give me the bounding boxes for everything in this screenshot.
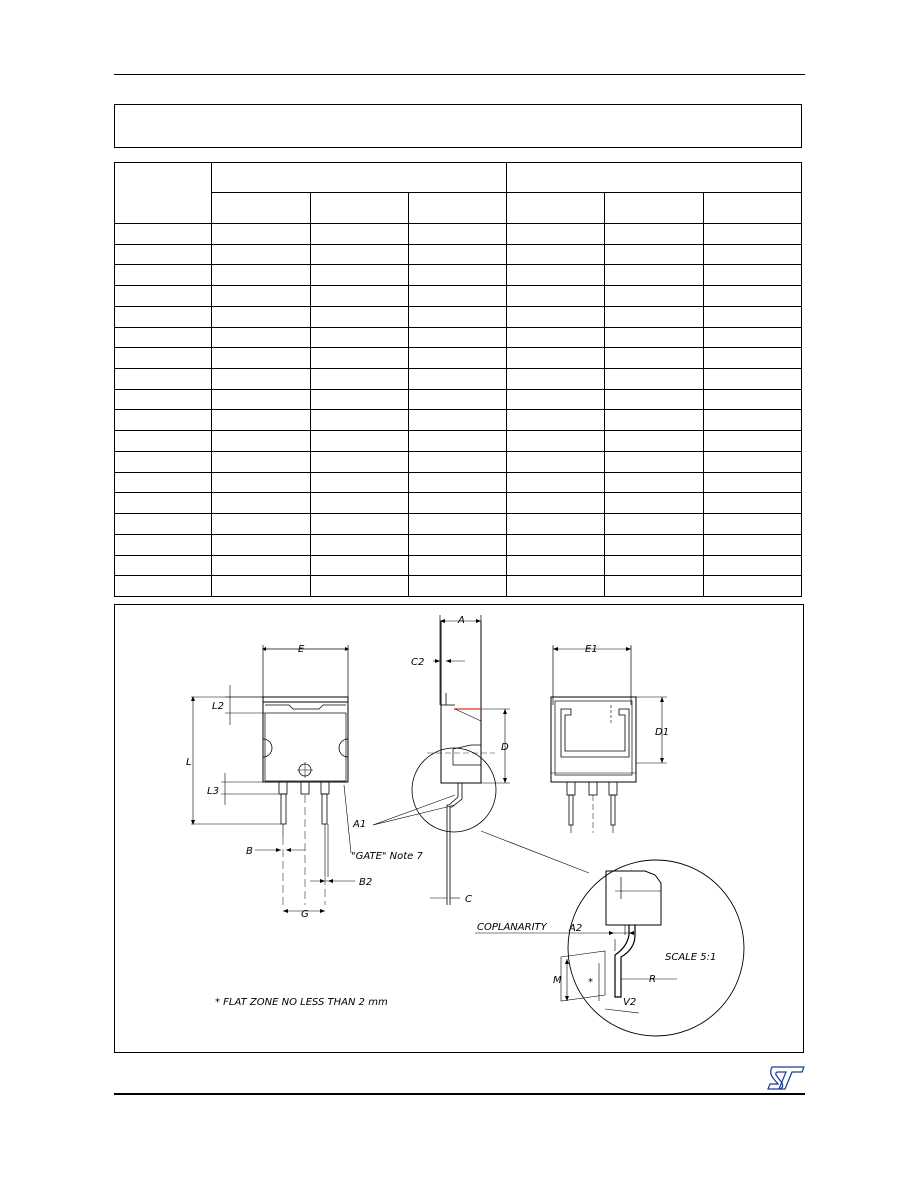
value-cell [212, 286, 310, 307]
dimension-cell [115, 555, 212, 576]
value-cell [310, 493, 408, 514]
value-cell [310, 306, 408, 327]
header-sub [703, 193, 801, 224]
dimension-cell [115, 576, 212, 597]
front-view [186, 644, 424, 920]
value-cell [212, 534, 310, 555]
value-cell [507, 514, 605, 535]
value-cell [408, 514, 506, 535]
value-cell [310, 348, 408, 369]
value-cell [507, 555, 605, 576]
value-cell [703, 265, 801, 286]
value-cell [408, 224, 506, 245]
value-cell [605, 369, 703, 390]
table-row [115, 244, 802, 265]
label-D: D [501, 742, 509, 753]
header-sub [408, 193, 506, 224]
value-cell [703, 224, 801, 245]
value-cell [408, 369, 506, 390]
table-row [115, 286, 802, 307]
value-cell [703, 576, 801, 597]
back-view [551, 644, 669, 833]
value-cell [703, 472, 801, 493]
label-C: C [465, 894, 472, 905]
dimension-cell [115, 327, 212, 348]
value-cell [408, 534, 506, 555]
value-cell [507, 410, 605, 431]
value-cell [703, 327, 801, 348]
table-row [115, 265, 802, 286]
value-cell [605, 472, 703, 493]
value-cell [408, 555, 506, 576]
table-body [115, 224, 802, 597]
value-cell [507, 224, 605, 245]
value-cell [212, 389, 310, 410]
value-cell [703, 410, 801, 431]
dimension-cell [115, 472, 212, 493]
table-row [115, 431, 802, 452]
header-sub [212, 193, 310, 224]
header-sub [507, 193, 605, 224]
table-row [115, 306, 802, 327]
dimension-cell [115, 431, 212, 452]
value-cell [310, 265, 408, 286]
label-B: B [246, 846, 253, 857]
dimension-cell [115, 244, 212, 265]
value-cell [408, 410, 506, 431]
value-cell [212, 410, 310, 431]
table-row [115, 451, 802, 472]
value-cell [212, 472, 310, 493]
package-drawing [114, 604, 804, 1053]
value-cell [507, 451, 605, 472]
dimension-cell [115, 306, 212, 327]
label-M: M [553, 975, 562, 986]
value-cell [212, 224, 310, 245]
value-cell [703, 451, 801, 472]
value-cell [605, 410, 703, 431]
value-cell [212, 576, 310, 597]
value-cell [310, 286, 408, 307]
flat-zone-note: * FLAT ZONE NO LESS THAN 2 mm [215, 997, 388, 1008]
label-L: L [186, 757, 192, 768]
package-outline-svg [115, 605, 803, 1052]
value-cell [605, 534, 703, 555]
label-B2: B2 [359, 877, 373, 888]
dimension-cell [115, 451, 212, 472]
value-cell [212, 431, 310, 452]
dimension-cell [115, 224, 212, 245]
label-L3: L3 [207, 786, 219, 797]
value-cell [408, 451, 506, 472]
value-cell [507, 493, 605, 514]
value-cell [507, 534, 605, 555]
value-cell [408, 431, 506, 452]
label-L2: L2 [212, 701, 224, 712]
header-rule [114, 74, 805, 75]
value-cell [408, 244, 506, 265]
value-cell [310, 369, 408, 390]
dimension-cell [115, 410, 212, 431]
value-cell [507, 472, 605, 493]
value-cell [507, 389, 605, 410]
value-cell [605, 451, 703, 472]
value-cell [507, 244, 605, 265]
value-cell [212, 369, 310, 390]
value-cell [408, 493, 506, 514]
value-cell [605, 576, 703, 597]
value-cell [408, 265, 506, 286]
value-cell [310, 244, 408, 265]
label-E: E [298, 644, 305, 655]
label-E1: E1 [585, 644, 598, 655]
value-cell [605, 265, 703, 286]
label-D1: D1 [655, 727, 670, 738]
label-star: * [588, 977, 593, 988]
value-cell [310, 327, 408, 348]
value-cell [605, 327, 703, 348]
value-cell [212, 514, 310, 535]
value-cell [703, 555, 801, 576]
header-group-2 [507, 163, 802, 193]
label-C2: C2 [411, 657, 425, 668]
value-cell [605, 244, 703, 265]
dimensions-table [114, 162, 802, 597]
value-cell [605, 555, 703, 576]
value-cell [703, 534, 801, 555]
coplanarity-label: COPLANARITY [477, 922, 547, 933]
header-dim [115, 163, 212, 224]
value-cell [310, 410, 408, 431]
table-row [115, 534, 802, 555]
header-sub [605, 193, 703, 224]
dimension-cell [115, 514, 212, 535]
value-cell [310, 555, 408, 576]
value-cell [507, 576, 605, 597]
detail-view [475, 831, 744, 1036]
value-cell [212, 348, 310, 369]
value-cell [703, 369, 801, 390]
value-cell [703, 286, 801, 307]
dimension-cell [115, 265, 212, 286]
value-cell [212, 244, 310, 265]
table-row [115, 348, 802, 369]
value-cell [605, 286, 703, 307]
st-logo [766, 1065, 806, 1091]
value-cell [310, 576, 408, 597]
value-cell [408, 327, 506, 348]
label-A: A [458, 615, 465, 626]
value-cell [310, 431, 408, 452]
dimension-cell [115, 493, 212, 514]
dimension-cell [115, 534, 212, 555]
value-cell [605, 224, 703, 245]
value-cell [212, 327, 310, 348]
value-cell [507, 369, 605, 390]
table-row [115, 576, 802, 597]
value-cell [507, 348, 605, 369]
value-cell [212, 451, 310, 472]
footer-rule [114, 1093, 805, 1095]
value-cell [212, 306, 310, 327]
table-row [115, 410, 802, 431]
value-cell [310, 451, 408, 472]
header-sub [310, 193, 408, 224]
value-cell [703, 306, 801, 327]
value-cell [408, 576, 506, 597]
value-cell [310, 514, 408, 535]
value-cell [212, 265, 310, 286]
label-V2: V2 [623, 997, 637, 1008]
value-cell [310, 224, 408, 245]
dimension-cell [115, 286, 212, 307]
value-cell [212, 493, 310, 514]
value-cell [605, 431, 703, 452]
table-row [115, 514, 802, 535]
title-box [114, 104, 802, 148]
dimension-cell [115, 369, 212, 390]
value-cell [212, 555, 310, 576]
table-row [115, 327, 802, 348]
value-cell [408, 306, 506, 327]
value-cell [605, 306, 703, 327]
table-row [115, 555, 802, 576]
value-cell [605, 389, 703, 410]
table-row [115, 389, 802, 410]
dimension-cell [115, 348, 212, 369]
value-cell [703, 431, 801, 452]
scale-label: SCALE 5:1 [665, 952, 717, 963]
value-cell [703, 514, 801, 535]
value-cell [310, 389, 408, 410]
table-row [115, 493, 802, 514]
value-cell [310, 472, 408, 493]
value-cell [507, 286, 605, 307]
value-cell [605, 348, 703, 369]
value-cell [408, 472, 506, 493]
header-group-1 [212, 163, 507, 193]
value-cell [507, 431, 605, 452]
value-cell [507, 265, 605, 286]
value-cell [507, 327, 605, 348]
value-cell [507, 306, 605, 327]
label-A1: A1 [353, 819, 367, 830]
label-R: R [649, 974, 656, 985]
dimension-cell [115, 389, 212, 410]
value-cell [310, 534, 408, 555]
table-row [115, 472, 802, 493]
value-cell [703, 389, 801, 410]
value-cell [408, 348, 506, 369]
value-cell [703, 493, 801, 514]
table-row [115, 369, 802, 390]
label-A2: A2 [569, 923, 583, 934]
value-cell [408, 286, 506, 307]
gate-note: "GATE" Note 7 [351, 851, 423, 862]
value-cell [408, 389, 506, 410]
table-row [115, 224, 802, 245]
label-G: G [301, 909, 309, 920]
value-cell [605, 514, 703, 535]
value-cell [703, 244, 801, 265]
value-cell [605, 493, 703, 514]
value-cell [703, 348, 801, 369]
